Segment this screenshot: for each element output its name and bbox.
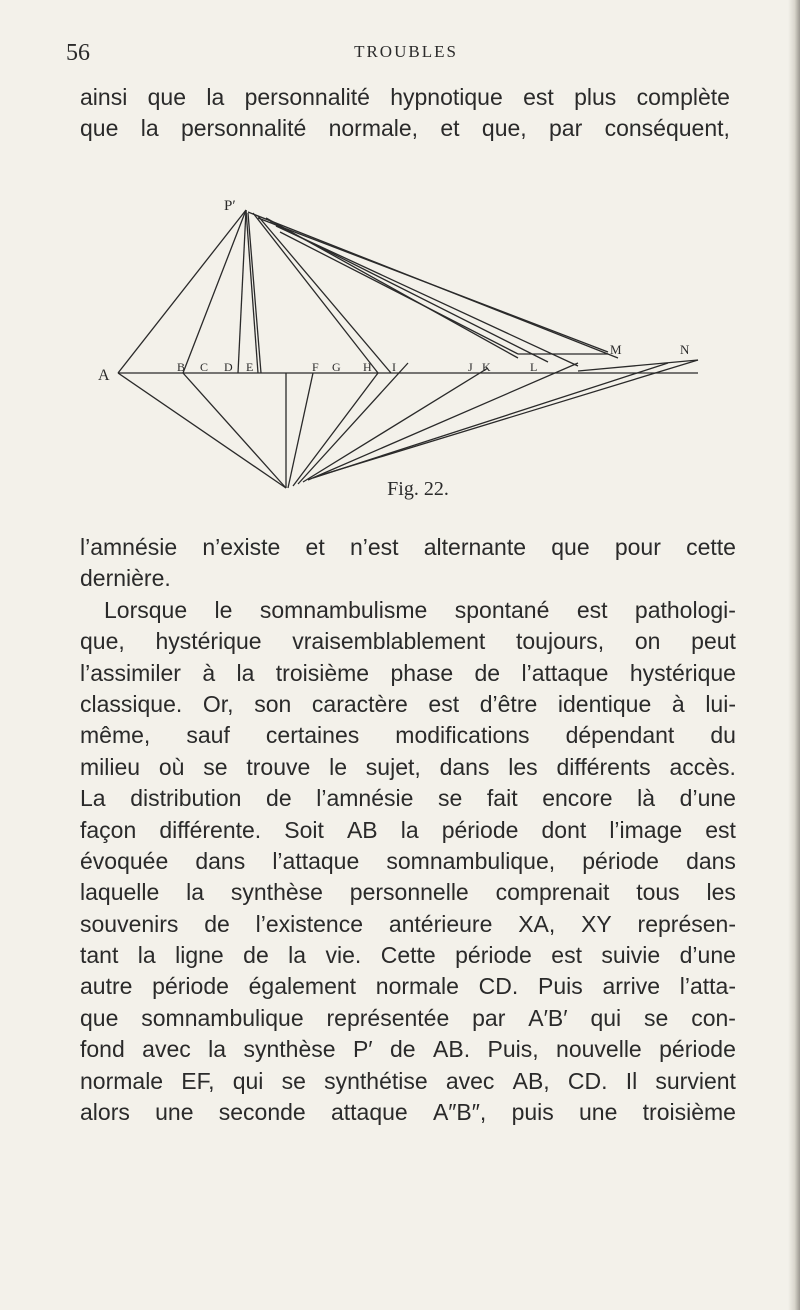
figure-22 [98, 188, 728, 500]
label-I: I [392, 360, 396, 374]
text-line: que la personnalité normale, et que, par conséquent, [80, 115, 730, 142]
text-line: l’assimiler à la troisième phase de l’attaque hystérique [80, 659, 736, 686]
label-E: E [246, 360, 254, 374]
label-K: K [482, 360, 491, 374]
text-line: souvenirs de l’existence antérieure XA, XY représen- [80, 910, 736, 937]
text-line: même, sauf certaines modifications dépendant du [80, 722, 736, 749]
text-line: normale EF, qui se synthétise avec AB, CD. Il survient [80, 1067, 736, 1094]
text-line: ainsi que la personnalité hypnotique est plus complète [80, 84, 730, 110]
label-A: A [98, 367, 110, 384]
text-line: que somnambulique représentée par A′B′ qui se con- [80, 1004, 736, 1031]
running-head [66, 40, 746, 70]
label-M: M [610, 342, 622, 357]
label-G: G [332, 360, 341, 374]
running-title: TROUBLES [354, 42, 458, 61]
text-line: tant la ligne de la vie. Cette période est suivie d’une [80, 942, 736, 969]
text-line: alors une seconde attaque A″B″, puis une troisième [80, 1099, 736, 1126]
line-PE2 [248, 213, 261, 373]
line-PN [276, 226, 578, 366]
label-B: B [177, 360, 186, 374]
figure-caption: Fig. 22. [387, 478, 449, 500]
line-PE [246, 210, 258, 373]
line-PH [253, 213, 378, 373]
label-N: N [680, 342, 690, 357]
text-line: que, hystérique vraisemblablement toujours, on peut [80, 628, 736, 655]
line-PI [258, 216, 391, 373]
line-lower-J [303, 368, 488, 482]
page-edge-shadow [788, 0, 800, 1310]
text-line: classique. Or, son caractère est d’être identique à lui- [80, 690, 736, 717]
label-C: C [200, 360, 209, 374]
text-line: Lorsque le somnambulisme spontané est pathologi- [104, 596, 736, 623]
line-PA [118, 210, 246, 373]
text-line: évoquée dans l’attaque somnambulique, période dans [80, 847, 736, 874]
line-PN3 [258, 218, 608, 352]
label-H: H [363, 360, 372, 374]
line-PB [183, 210, 246, 373]
text-line: fond avec la synthèse P′ de AB. Puis, nouvelle période [80, 1036, 736, 1063]
label-J: J [468, 360, 473, 374]
text-line: l’amnésie n’existe et n’est alternante que pour cette [80, 534, 736, 560]
text-line: milieu où se trouve le sujet, dans les différents accès. [80, 753, 736, 780]
text-line: La distribution de l’amnésie se fait encore là d’une [80, 785, 736, 812]
page-number: 56 [66, 40, 90, 66]
text-line: façon différente. Soit AB la période dont l’image est [80, 816, 736, 843]
label-L: L [530, 360, 538, 374]
line-lower-B [183, 373, 286, 488]
text-line: laquelle la synthèse personnelle comprenait tous les [80, 879, 736, 906]
line-lower-A [118, 373, 286, 488]
label-F: F [312, 360, 319, 374]
line-PD [238, 210, 246, 373]
text-line: autre période également normale CD. Puis arrive l’atta- [80, 973, 736, 1000]
paragraph-top [80, 82, 730, 145]
label-D: D [224, 360, 233, 374]
line-lower-K [308, 363, 578, 480]
line-lower-H [293, 373, 378, 486]
paragraph-bottom [80, 532, 736, 1128]
text-line: dernière. [80, 565, 171, 592]
label-P-prime: P′ [224, 198, 236, 214]
geometric-diagram [98, 188, 728, 478]
